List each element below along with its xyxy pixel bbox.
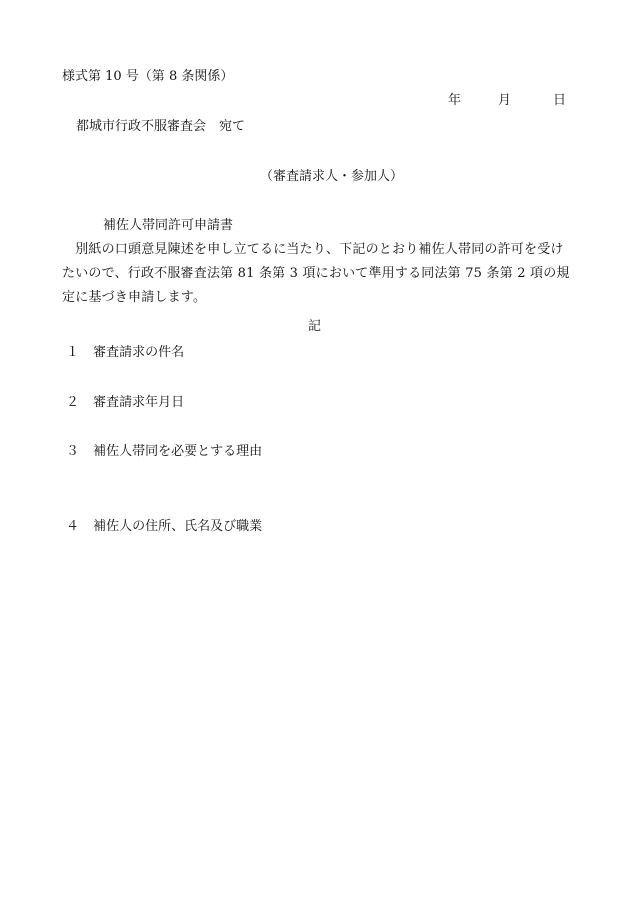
item-number: ２ xyxy=(66,395,80,410)
item-3 xyxy=(66,444,262,460)
date-year: 年 xyxy=(448,93,462,108)
document-title: 補佐人帯同許可申請書 xyxy=(103,218,234,233)
item-number: １ xyxy=(66,345,80,360)
form-number: 様式第 10 号（第 8 条関係） xyxy=(62,69,234,84)
item-number: ４ xyxy=(66,519,80,534)
item-2 xyxy=(66,395,184,411)
item-4 xyxy=(66,519,262,535)
date-month: 月 xyxy=(498,93,512,108)
item-label: 補佐人の住所、氏名及び職業 xyxy=(93,519,263,534)
applicant-label: （審査請求人・参加人） xyxy=(260,169,404,184)
body-paragraph: 別紙の口頭意見陳述を申し立てるに当たり、下記のとおり補佐人帯同の許可を受けたいので、行政不服審査法第 81 条第 3 項において準用する同法第 75 条第 2 項の規定に基づき申請します。 xyxy=(62,242,570,305)
addressee: 都城市行政不服審査会 宛て xyxy=(76,119,246,134)
date-day: 日 xyxy=(553,93,567,108)
ki-heading: 記 xyxy=(308,319,322,334)
item-1 xyxy=(66,345,184,361)
item-number: ３ xyxy=(66,444,80,459)
item-label: 補佐人帯同を必要とする理由 xyxy=(93,444,263,459)
item-label: 審査請求の件名 xyxy=(93,345,185,360)
item-label: 審査請求年月日 xyxy=(93,395,185,410)
